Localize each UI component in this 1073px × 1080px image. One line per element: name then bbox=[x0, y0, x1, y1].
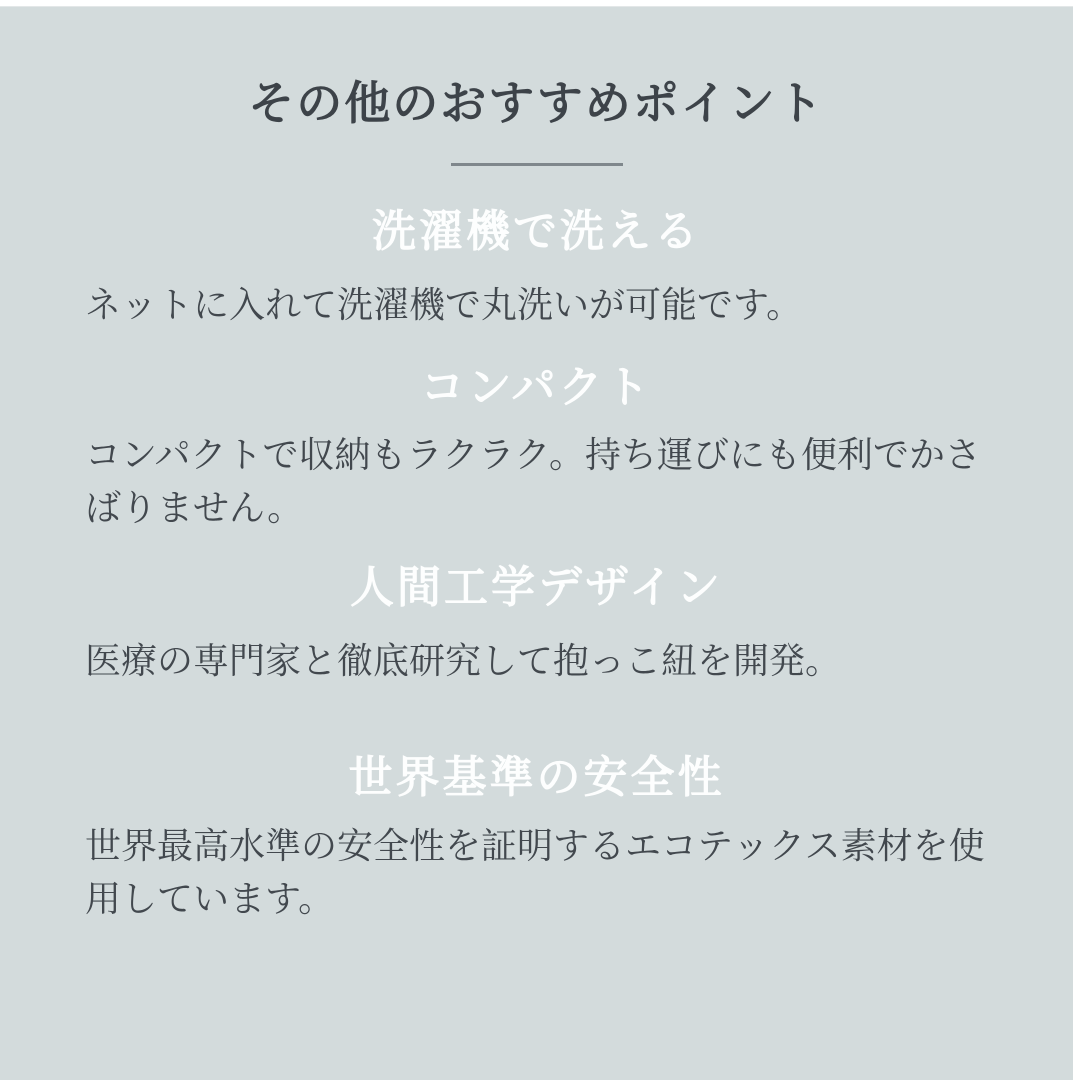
title-divider bbox=[451, 163, 623, 166]
section-heading-machine-washable: 洗濯機で洗える bbox=[372, 207, 701, 256]
section-body-global-safety-standard: 世界最高水準の安全性を証明するエコテックス素材を使用しています。 bbox=[85, 825, 985, 919]
section-heading-compact: コンパクト bbox=[420, 363, 653, 412]
section-body-compact: コンパクトで収納もラクラク。持ち運びにも便利でかさばりません。 bbox=[85, 434, 982, 528]
section-body-ergonomic-design: 医療の専門家と徹底研究して抱っこ紐を開発。 bbox=[85, 640, 842, 681]
top-border bbox=[0, 0, 1073, 7]
section-heading-global-safety-standard: 世界基準の安全性 bbox=[348, 753, 725, 802]
section-heading-ergonomic-design: 人間工学デザイン bbox=[350, 563, 723, 612]
section-body-machine-washable: ネットに入れて洗濯機で丸洗いが可能です。 bbox=[85, 284, 803, 325]
page-title: その他のおすすめポイント bbox=[248, 77, 825, 129]
